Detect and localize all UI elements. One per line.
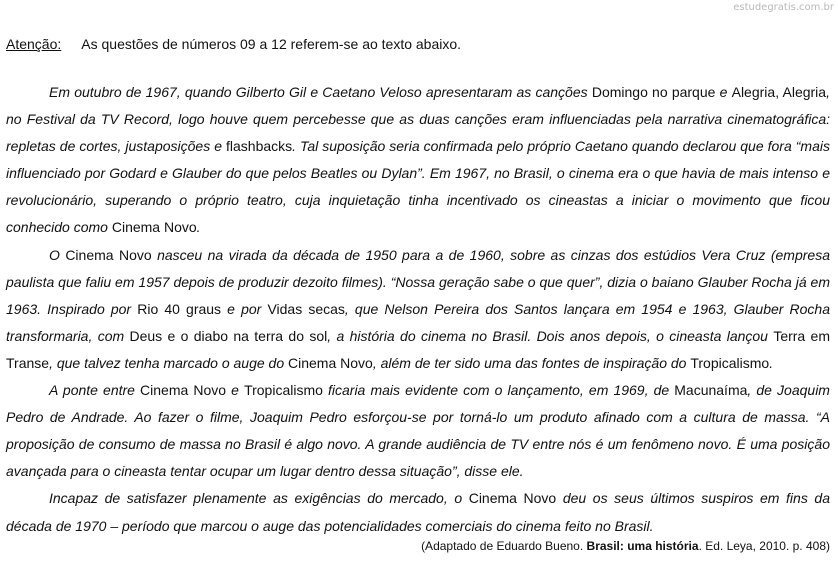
text-span: e [715,84,732,100]
film-title: Vidas secas [267,300,345,317]
film-title: Deus e o diabo na terra do sol [129,327,328,344]
text-span: ficaria mais evidente com o lançamento, em 1969, de [322,382,675,399]
movement-name: Cinema Novo [288,354,373,371]
movement-name: Tropicalismo [690,354,770,371]
instruction-text: As questões de números 09 a 12 referem-se ao texto abaixo. [81,36,462,52]
citation-prefix: (Adaptado de Eduardo Bueno. [421,539,587,553]
text-span: . [769,354,774,371]
text-span: deu os seus últimos suspiros em fins da década de 1970 – período que marcou o auge das potencialidades comerciais do cinema feito no Brasil. [6,490,830,534]
text-span: . [196,219,201,236]
paragraph-3 [6,377,830,485]
text-span: , de Joaquim Pedro de Andrade. Ao fazer o filme, Joaquim Pedro esforçou-se por torná-lo um produto afinado com a cultura de massa. “A proposição de consumo de massa no Brasil é algo novo. A grande audiência de TV entre nós é um fenômeno novo. É uma posição avançada para o cineasta tentar ocupar um lugar dentro dessa situação”, disse ele. [6,382,830,480]
text-span: A ponte entre [49,382,141,399]
text-span: O [49,246,66,263]
movement-name: Cinema Novo [468,490,557,507]
attention-label: Atenção: [6,36,62,52]
song-title: Domingo no parque [591,84,716,100]
text-span: , que Nelson Pereira dos Santos lançara em 1954 e 1963, Glauber Rocha transformaria, com [6,300,831,344]
text-span: , no Festival da TV Record, logo houve quem percebesse que as duas canções eram influenciadas pela narrativa cinematográfica: repletas de cortes, justaposições e [6,84,830,155]
text-span: e [226,382,245,399]
movement-name: Tropicalismo [244,382,323,399]
text-span: Em outubro de 1967, quando Gilberto Gil e Caetano Veloso apresentaram as canções [49,84,592,100]
paragraph-2 [6,242,830,377]
film-title: Rio 40 graus [137,300,222,317]
text-span: . Tal suposição seria confirmada pelo próprio Caetano quando declarou que fora “mais influenciado por Godard e Glauber do que pelos Beatles ou Dylan”. Em 1967, no Brasil, o cinema era o que havia de mais intenso e revolucionário, superando o próprio teatro, cuja inquietação tinha incentivado os cineastas a iniciar o movimento que ficou conhecido como [6,138,830,236]
text-span: , a história do cinema no Brasil. Dois anos depois, o cineasta lançou [327,327,774,344]
book-title: Brasil: uma história [586,539,699,553]
text-span: e por [221,300,268,317]
text-span: , que talvez tenha marcado o auge do [49,354,289,371]
citation-suffix: . Ed. Leya, 2010. p. 408) [698,539,830,553]
movement-name: Cinema Novo [65,246,152,263]
term: flashbacks [226,138,293,155]
paragraph-1 [6,79,830,242]
film-title: Macunaíma [674,382,748,399]
movement-name: Cinema Novo [140,382,227,399]
text-span: , além de ter sido uma das fontes de inspiração do [372,354,691,371]
text-span: Incapaz de satisfazer plenamente as exigências do mercado, o [49,490,469,507]
source-citation [421,539,830,553]
article-text [6,79,830,540]
film-title: Terra em Transe [6,327,830,371]
song-title: Alegria, Alegria [731,84,827,100]
watermark: estudegratis.com.br [733,2,834,13]
text-span: nasceu na virada da década de 1950 para a de 1960, sobre as cinzas dos estúdios Vera Cruz (empresa paulista que faliu em 1957 depois de produzir dezoito filmes). “Nossa geração sabe o que quer”, dizia o baiano Glauber Rocha já em 1963. Inspirado por [6,246,830,317]
movement-name: Cinema Novo [111,219,197,236]
instruction-heading [6,36,461,52]
paragraph-4 [6,485,830,539]
